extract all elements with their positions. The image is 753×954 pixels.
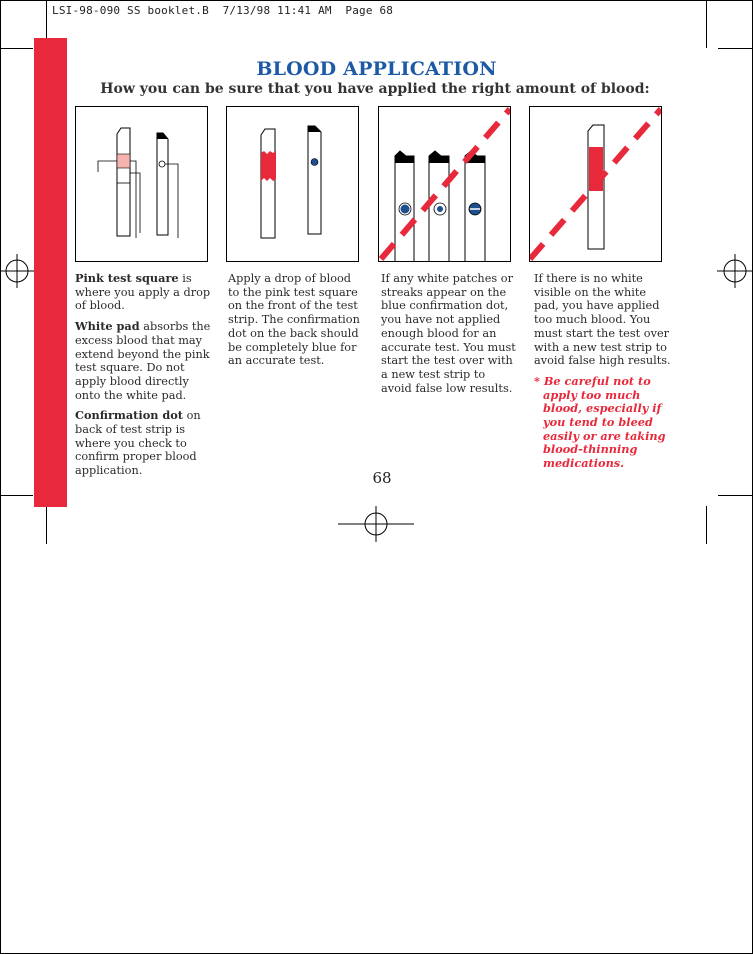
text-column-3 [381, 272, 517, 402]
illustration-panel-3 [378, 106, 511, 262]
white-pad-paragraph [75, 320, 215, 402]
illustration-panel-1 [75, 106, 208, 262]
confirmation-dot-paragraph [75, 409, 215, 478]
red-margin-bar [34, 38, 67, 507]
too-much-blood-crossed-out-icon [530, 107, 661, 261]
registration-mark-icon [338, 506, 414, 542]
too-little-blood-crossed-out-icon [379, 107, 510, 261]
crop-mark [706, 506, 707, 544]
test-strip-parts-diagram-icon [76, 107, 207, 261]
pink-square-text: is where you apply a drop of blood. [75, 272, 211, 313]
text-column-1 [75, 272, 215, 485]
illustration-panel-2 [226, 106, 359, 262]
confirmation-dot-term: Confirmation dot [75, 408, 184, 423]
crop-mark [718, 495, 753, 496]
crop-mark [0, 495, 33, 496]
too-much-blood-text: If there is no white visible on the white pad, you have applied too much blood. You must start the test over with a new test strip to avoid false high results. [534, 272, 671, 368]
illustration-panel-4 [529, 106, 662, 262]
text-column-4 [534, 272, 672, 478]
white-pad-text: absorbs the excess blood that may extend beyond the pink test square. Do not apply blood directly onto the white pad. [75, 320, 211, 402]
page-title: BLOOD APPLICATION [256, 58, 497, 80]
correct-blood-application-icon [227, 107, 358, 261]
crop-mark [0, 48, 33, 49]
blood-warning: * Be careful not to apply too much blood, especially if you tend to bleed easily or are taking blood-thinning medications. [534, 373, 666, 471]
white-pad-term: White pad [75, 319, 140, 334]
confirmation-dot-text: on back of test strip is where you check to confirm proper blood application. [75, 409, 201, 478]
registration-mark-icon [717, 254, 753, 288]
correct-application-text: Apply a drop of blood to the pink test square on the front of the test strip. The confirmation dot on the back should be completely blue for an accurate test. [228, 272, 360, 368]
registration-mark-icon [0, 254, 34, 288]
pink-square-paragraph [75, 272, 215, 313]
page-number: 68 [372, 469, 392, 487]
crop-mark [706, 0, 707, 48]
crop-mark [718, 48, 753, 49]
text-column-2 [228, 272, 362, 375]
print-slug: LSI-98-090 SS booklet.B 7/13/98 11:41 AM Page 68 [52, 4, 394, 17]
crop-mark [46, 506, 47, 544]
page-subtitle: How you can be sure that you have applied the right amount of blood: [100, 81, 650, 97]
pink-square-term: Pink test square [75, 271, 179, 285]
too-little-blood-text: If any white patches or streaks appear on the blue confirmation dot, you have not applied enough blood for an accurate test. You must start the test over with a new test strip to avoid false low results. [381, 272, 516, 395]
